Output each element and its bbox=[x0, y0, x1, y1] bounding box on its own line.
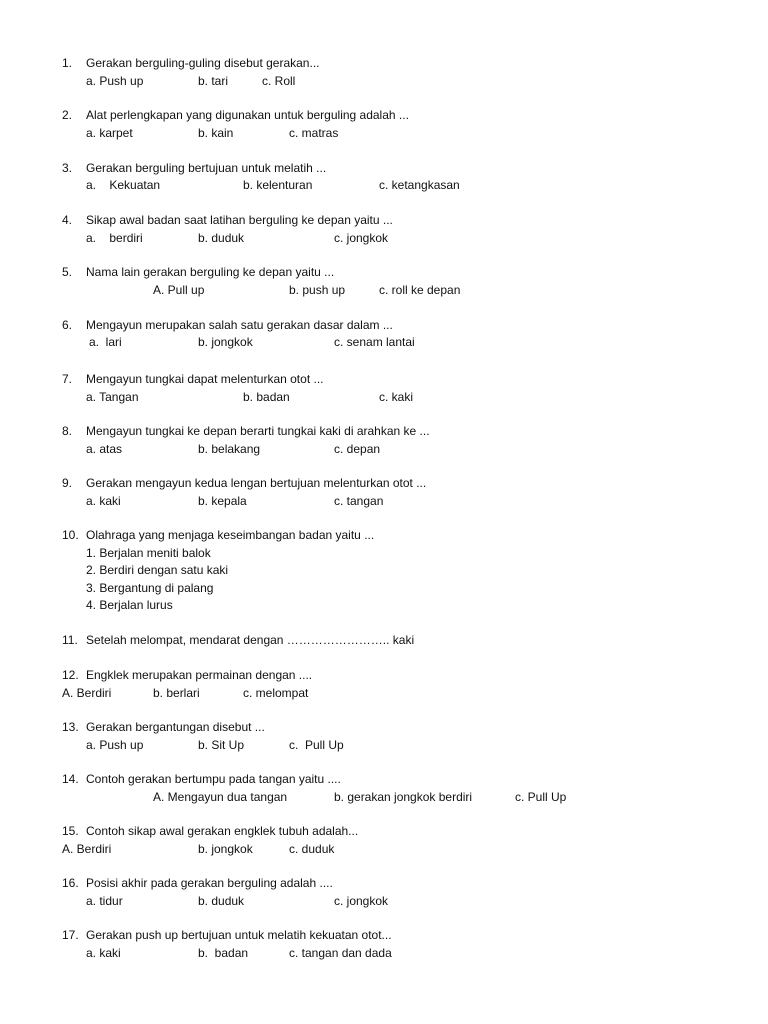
question-number: 4. bbox=[62, 213, 73, 227]
option: 2. Berdiri dengan satu kaki bbox=[86, 563, 229, 577]
option: a. Push up bbox=[86, 738, 144, 752]
question-text: Gerakan bergantungan disebut ... bbox=[86, 720, 265, 734]
option: a. karpet bbox=[86, 126, 133, 140]
question-text: Engklek merupakan permainan dengan .... bbox=[86, 668, 313, 682]
option: b. gerakan jongkok berdiri bbox=[334, 790, 473, 804]
option: a. kaki bbox=[86, 946, 121, 960]
question-text: Contoh sikap awal gerakan engklek tubuh adalah... bbox=[86, 824, 359, 838]
question-number: 15. bbox=[62, 824, 79, 838]
option: b. berlari bbox=[153, 686, 200, 700]
option: b. duduk bbox=[198, 894, 245, 908]
option: c. duduk bbox=[289, 842, 335, 856]
question-number: 5. bbox=[62, 265, 73, 279]
option: a. Push up bbox=[86, 74, 144, 88]
question-text: Setelah melompat, mendarat dengan …………………….. kaki bbox=[86, 633, 415, 647]
option: b. kelenturan bbox=[243, 178, 313, 192]
option: c. jongkok bbox=[334, 894, 389, 908]
option: c. tangan dan dada bbox=[289, 946, 392, 960]
option: a. atas bbox=[86, 442, 123, 456]
option: c. tangan bbox=[334, 494, 384, 508]
option: a. Kekuatan bbox=[86, 178, 161, 192]
question-text: Mengayun merupakan salah satu gerakan dasar dalam ... bbox=[86, 318, 393, 332]
option: b. jongkok bbox=[198, 842, 253, 856]
question-number: 3. bbox=[62, 161, 73, 175]
question-number: 8. bbox=[62, 424, 73, 438]
option: a. berdiri bbox=[86, 231, 143, 245]
option: b. kain bbox=[198, 126, 234, 140]
option: c. depan bbox=[334, 442, 381, 456]
option: a. lari bbox=[89, 335, 122, 349]
option: A. Berdiri bbox=[62, 686, 112, 700]
question-text: Gerakan mengayun kedua lengan bertujuan melenturkan otot ... bbox=[86, 476, 427, 490]
option: A. Berdiri bbox=[62, 842, 112, 856]
question-text: Mengayun tungkai ke depan berarti tungkai kaki di arahkan ke ... bbox=[86, 424, 430, 438]
question-text: Gerakan berguling bertujuan untuk melatih ... bbox=[86, 161, 327, 175]
question-text: Gerakan berguling-guling disebut gerakan... bbox=[86, 56, 320, 70]
question-number: 17. bbox=[62, 928, 79, 942]
question-text: Alat perlengkapan yang digunakan untuk berguling adalah ... bbox=[86, 108, 409, 122]
question-number: 14. bbox=[62, 772, 79, 786]
question-number: 9. bbox=[62, 476, 73, 490]
option: a. tidur bbox=[86, 894, 123, 908]
option: b. duduk bbox=[198, 231, 245, 245]
option: b. belakang bbox=[198, 442, 261, 456]
question-number: 11. bbox=[62, 633, 78, 647]
option: b. jongkok bbox=[198, 335, 253, 349]
question-text: Posisi akhir pada gerakan berguling adalah .... bbox=[86, 876, 333, 890]
option: a. kaki bbox=[86, 494, 121, 508]
option: b. badan bbox=[198, 946, 249, 960]
question-number: 2. bbox=[62, 108, 73, 122]
question-text: Mengayun tungkai dapat melenturkan otot ... bbox=[86, 372, 324, 386]
question-number: 1. bbox=[62, 56, 73, 70]
option: b. kepala bbox=[198, 494, 247, 508]
question-number: 16. bbox=[62, 876, 79, 890]
question-text: Contoh gerakan bertumpu pada tangan yaitu .... bbox=[86, 772, 341, 786]
question-number: 13. bbox=[62, 720, 79, 734]
option: c. jongkok bbox=[334, 231, 389, 245]
option: A. Mengayun dua tangan bbox=[153, 790, 288, 804]
option: c. ketangkasan bbox=[379, 178, 460, 192]
option: b. Sit Up bbox=[198, 738, 245, 752]
question-text: Olahraga yang menjaga keseimbangan badan yaitu ... bbox=[86, 528, 375, 542]
question-number: 10. bbox=[62, 528, 79, 542]
option: b. push up bbox=[289, 283, 346, 297]
option: c. senam lantai bbox=[334, 335, 415, 349]
option: A. Pull up bbox=[153, 283, 205, 297]
option: c. roll ke depan bbox=[379, 283, 461, 297]
question-number: 12. bbox=[62, 668, 79, 682]
question-number: 6. bbox=[62, 318, 73, 332]
option: c. melompat bbox=[243, 686, 309, 700]
option: c. Pull Up bbox=[515, 790, 567, 804]
option: c. Pull Up bbox=[289, 738, 344, 752]
option: b. badan bbox=[243, 390, 290, 404]
question-text: Gerakan push up bertujuan untuk melatih kekuatan otot... bbox=[86, 928, 392, 942]
option: c. matras bbox=[289, 126, 339, 140]
question-text: Sikap awal badan saat latihan berguling ke depan yaitu ... bbox=[86, 213, 393, 227]
option: 4. Berjalan lurus bbox=[86, 598, 173, 612]
option: 3. Bergantung di palang bbox=[86, 581, 214, 595]
option: c. Roll bbox=[262, 74, 296, 88]
question-text: Nama lain gerakan berguling ke depan yaitu ... bbox=[86, 265, 335, 279]
question-number: 7. bbox=[62, 372, 73, 386]
option: b. tari bbox=[198, 74, 229, 88]
option: c. kaki bbox=[379, 390, 414, 404]
option: 1. Berjalan meniti balok bbox=[86, 546, 211, 560]
option: a. Tangan bbox=[86, 390, 139, 404]
